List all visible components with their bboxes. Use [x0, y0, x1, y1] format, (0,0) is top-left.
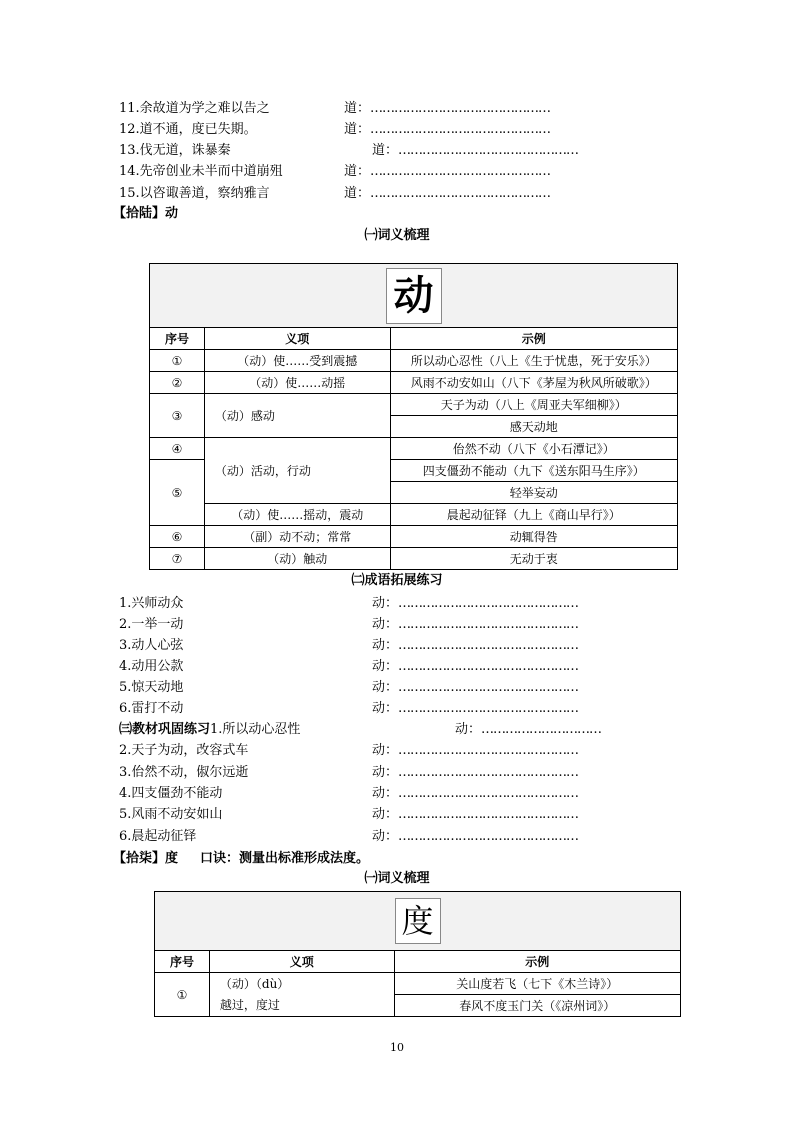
- answer-blank[interactable]: 动：………………………………………: [372, 659, 579, 674]
- textbook-item: 4.四支僵劲不能动: [119, 786, 223, 801]
- answer-blank[interactable]: 动：………………………………………: [372, 786, 579, 801]
- section-title-du: 【拾柒】度 口诀：测量出标准形成法度。: [113, 851, 370, 866]
- table-row: ⑥ （副）动不动；常常 动辄得咎: [150, 526, 678, 548]
- dao-item-12: 12.道不通，度已失期。: [119, 122, 257, 137]
- answer-blank[interactable]: 动：………………………………………: [372, 680, 579, 695]
- table-row: 轻举妄动: [150, 482, 678, 504]
- subsection-idioms: ㈡成语拓展练习: [351, 573, 443, 588]
- char-box: 动: [386, 268, 442, 324]
- textbook-item: ㈢教材巩固练习1.所以动心忍性: [119, 722, 301, 737]
- answer-blank[interactable]: 道：………………………………………: [372, 143, 579, 158]
- answer-blank[interactable]: 动：…………………………: [455, 722, 602, 737]
- answer-blank[interactable]: 动：………………………………………: [372, 743, 579, 758]
- idiom-item: 3.动人心弦: [119, 638, 184, 653]
- answer-blank[interactable]: 动：………………………………………: [372, 807, 579, 822]
- subsection-meaning: ㈠词义梳理: [364, 228, 430, 243]
- header-meaning: 义项: [204, 328, 390, 350]
- char-header-cell: [150, 264, 678, 328]
- dao-item-11: 11.余故道为学之难以告之: [119, 101, 270, 116]
- answer-blank[interactable]: 动：………………………………………: [372, 829, 579, 844]
- idiom-item: 1.兴师动众: [119, 596, 184, 611]
- mnemonic: 口诀：测量出标准形成法度。: [200, 851, 370, 866]
- section-title-dong: 【拾陆】动: [113, 206, 179, 221]
- textbook-item: 6.晨起动征铎: [119, 829, 197, 844]
- idiom-item: 6.雷打不动: [119, 701, 184, 716]
- answer-blank[interactable]: 动：………………………………………: [372, 617, 579, 632]
- textbook-item: 5.风雨不动安如山: [119, 807, 223, 822]
- header-example: 示例: [394, 951, 680, 973]
- answer-blank[interactable]: 动：………………………………………: [372, 765, 579, 780]
- textbook-item: 2.天子为动，改容式车: [119, 743, 249, 758]
- answer-blank[interactable]: 动：………………………………………: [372, 638, 579, 653]
- answer-blank[interactable]: 动：………………………………………: [372, 596, 579, 611]
- table-row: ③ （动）感动 天子为动（八上《周亚夫军细柳》）: [150, 394, 678, 416]
- answer-blank[interactable]: 道：………………………………………: [344, 186, 551, 201]
- table-row: ① （动）使……受到震撼 所以动心忍性（八上《生于忧患，死于安乐》）: [150, 350, 678, 372]
- answer-blank[interactable]: 动：………………………………………: [372, 701, 579, 716]
- answer-blank[interactable]: 道：………………………………………: [344, 101, 551, 116]
- dao-item-15: 15.以咨诹善道，察纳雅言: [119, 186, 270, 201]
- table-row: 感天动地: [150, 416, 678, 438]
- meaning-table-dong: [149, 263, 678, 570]
- header-example: 示例: [390, 328, 677, 350]
- table-row: ⑦ （动）触动 无动于衷: [150, 548, 678, 570]
- answer-blank[interactable]: 道：………………………………………: [344, 164, 551, 179]
- subsection-meaning-du: ㈠词义梳理: [364, 871, 430, 886]
- table-row: ⑤ 四支僵劲不能动（九下《送东阳马生序》）: [150, 460, 678, 482]
- table-row: ④ （动）活动，行动 佁然不动（八下《小石潭记》）: [150, 438, 678, 460]
- idiom-item: 5.惊天动地: [119, 680, 184, 695]
- textbook-item: 3.佁然不动，俶尔远逝: [119, 765, 249, 780]
- table-row: （动）使……摇动，震动 晨起动征铎（九上《商山早行》）: [150, 504, 678, 526]
- answer-blank[interactable]: 道：………………………………………: [344, 122, 551, 137]
- dao-item-14: 14.先帝创业未半而中道崩殂: [119, 164, 283, 179]
- meaning-table-du: [154, 891, 681, 1017]
- subsection-textbook: ㈢教材巩固练习: [119, 722, 211, 737]
- table-row: ② （动）使……动摇 风雨不动安如山（八下《茅屋为秋风所破歌》）: [150, 372, 678, 394]
- header-num: 序号: [155, 951, 210, 973]
- char-box: 度: [395, 898, 441, 944]
- table-row: 春风不度玉门关（《凉州词》）: [155, 995, 681, 1017]
- idiom-item: 2.一举一动: [119, 617, 184, 632]
- char-header-cell: [155, 892, 681, 951]
- header-num: 序号: [150, 328, 205, 350]
- header-meaning: 义项: [209, 951, 394, 973]
- idiom-item: 4.动用公款: [119, 659, 184, 674]
- dao-item-13: 13.伐无道，诛暴秦: [119, 143, 231, 158]
- page-number: 10: [390, 1041, 404, 1054]
- table-row: ① （动）（dù） 越过，度过 关山度若飞（七下《木兰诗》）: [155, 973, 681, 995]
